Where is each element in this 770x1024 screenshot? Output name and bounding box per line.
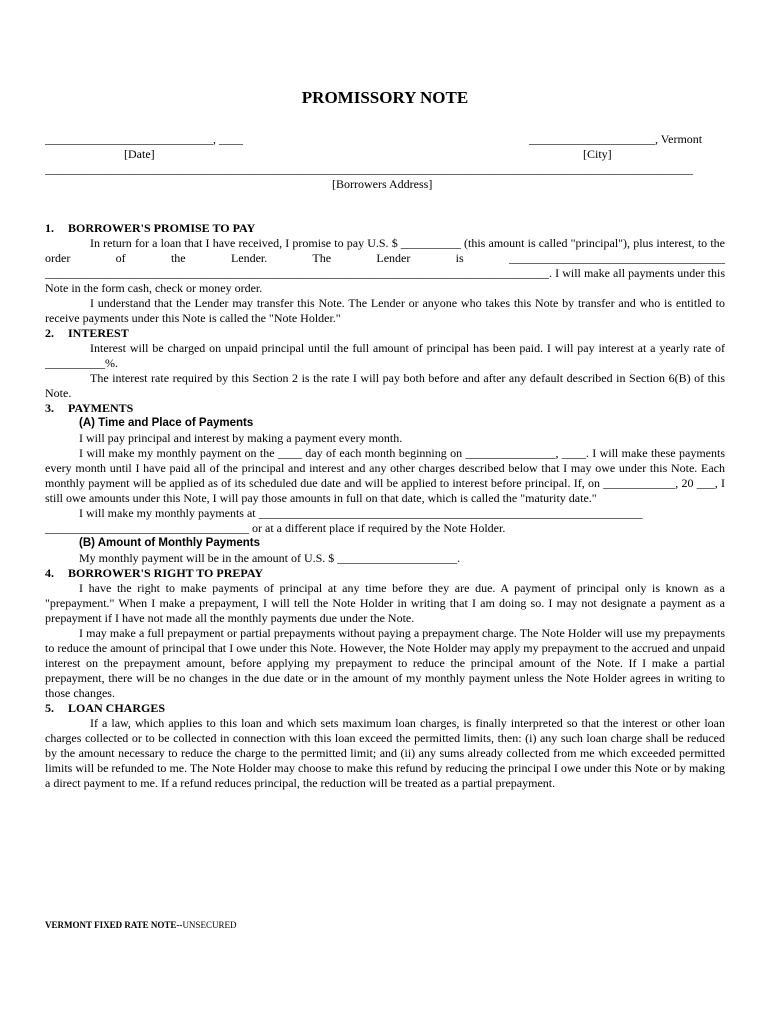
- section-3-a-line-4: __________________________________ or at a different place if required by the Note Holder.: [45, 521, 506, 535]
- document-title: PROMISSORY NOTE: [301, 88, 469, 107]
- section-title: BORROWER'S PROMISE TO PAY: [68, 221, 256, 235]
- section-title: LOAN CHARGES: [68, 701, 166, 715]
- section-1-paragraph-2: I understand that the Lender may transfer this Note. The Lender or anyone who takes this Note by transfer and who is entitled to receive payments under this Note is called the "Note Holder.": [45, 296, 725, 325]
- section-heading-4: [45, 566, 725, 581]
- city-blank-line: _____________________, Vermont: [529, 132, 703, 146]
- section-title: BORROWER'S RIGHT TO PREPAY: [68, 566, 264, 580]
- section-3-a-line-3: I will make my monthly payments at ________________________________________________________________: [79, 506, 643, 520]
- section-heading-3: [45, 401, 725, 416]
- section-title: PAYMENTS: [68, 401, 134, 415]
- section-1-paragraph-1: In return for a loan that I have received, I promise to pay U.S. $ __________ (this amount is called "principal"), plus interest, to the order of the Lender. The Lender is ____________________________________ ____________________________________________________________________________________. I will make all payments under this Note in the form cash, check or money order.: [45, 236, 725, 295]
- section-3-a-paragraph-2: I will make my monthly payment on the ____ day of each month beginning on _______________, ____. I will make these payments every month until I have paid all of the principal and interest and any other charges described below that I may owe under this Note. Each monthly payment will be applied as of its scheduled due date and will be applied to interest before principal. If, on ____________, 20 ___, I still owe amounts under this Note, I will pay those amounts in full on that date, which is called the "maturity date.": [45, 446, 725, 505]
- section-number: 3.: [45, 401, 54, 415]
- section-3-a-line-1: I will pay principal and interest by making a payment every month.: [79, 431, 403, 445]
- section-heading-5: [45, 701, 725, 716]
- section-number: 4.: [45, 566, 54, 580]
- section-5-paragraph-1: If a law, which applies to this loan and which sets maximum loan charges, is finally interpreted so that the interest or other loan charges collected or to be collected in connection with this loan exceed the permitted limits, then: (i) any such loan charge shall be reduced by the amount necessary to reduce the charge to the permitted limit; and (ii) any sums already collected from me which exceeded permitted limits will be refunded to me. The Note Holder may choose to make this refund by reducing the principal I owe under this Note or by making a direct payment to me. If a refund reduces principal, the reduction will be treated as a partial prepayment.: [45, 716, 725, 790]
- subsection-heading-b: (B) Amount of Monthly Payments: [79, 537, 261, 549]
- section-4-paragraph-1: I have the right to make payments of principal at any time before they are due. A payment of principal only is known as a "prepayment." When I make a prepayment, I will tell the Note Holder in writing that I am doing so. I may not designate a payment as a prepayment if I have not made all the monthly payments due under the Note.: [45, 581, 725, 625]
- footer-form-type: UNSECURED: [182, 920, 237, 930]
- city-label: [City]: [583, 147, 612, 161]
- section-number: 2.: [45, 326, 54, 340]
- section-4-paragraph-2: I may make a full prepayment or partial prepayments without paying a prepayment charge. The Note Holder will use my prepayments to reduce the amount of principal that I owe under this Note. However, the Note Holder may apply my prepayment to the accrued and unpaid interest on the prepayment amount, before applying my prepayment to reduce the principal amount of the Note. If I make a partial prepayment, there will be no changes in the due date or in the amount of my monthly payment unless the Note Holder agrees in writing to those changes.: [45, 626, 725, 700]
- address-blank-line: ____________________________________________________________________________________________________________: [45, 162, 693, 176]
- date-blank-line: ____________________________, ____: [45, 132, 243, 146]
- section-number: 1.: [45, 221, 54, 235]
- subsection-heading-a: (A) Time and Place of Payments: [79, 417, 254, 429]
- section-2-paragraph-2: The interest rate required by this Section 2 is the rate I will pay both before and after any default described in Section 6(B) of this Note.: [45, 371, 725, 400]
- document-footer: [45, 920, 236, 931]
- section-heading-1: [45, 221, 725, 236]
- note-body: [45, 221, 725, 791]
- date-label: [Date]: [124, 147, 155, 161]
- section-number: 5.: [45, 701, 54, 715]
- section-heading-2: [45, 326, 725, 341]
- section-title: INTEREST: [68, 326, 129, 340]
- address-label: [Borrowers Address]: [332, 177, 433, 191]
- section-2-paragraph-1: Interest will be charged on unpaid principal until the full amount of principal has been paid. I will pay interest at a yearly rate of __________%.: [45, 341, 725, 370]
- footer-form-name: VERMONT FIXED RATE NOTE--: [45, 920, 183, 930]
- section-3-b-line-1: My monthly payment will be in the amount of U.S. $ ____________________.: [79, 551, 461, 565]
